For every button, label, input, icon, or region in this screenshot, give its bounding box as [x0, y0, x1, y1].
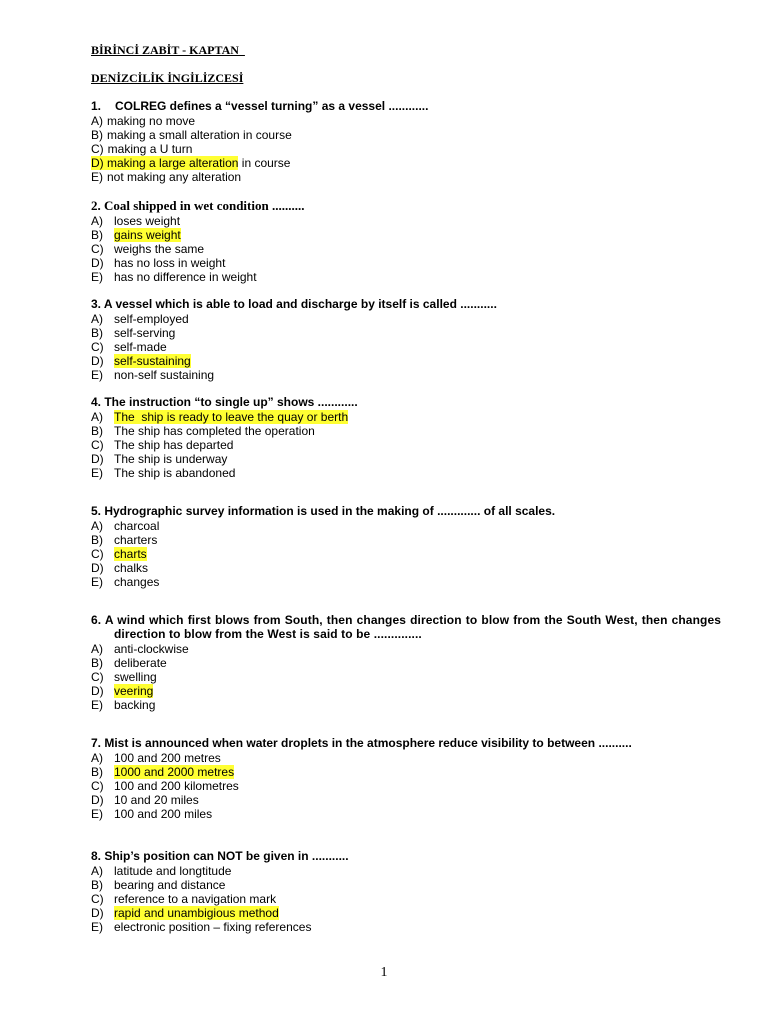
option-1a: A) making no move: [91, 114, 196, 128]
option-3a: A) self-employed: [91, 312, 189, 326]
option-2a: A) loses weight: [91, 214, 181, 228]
option-7e: E) 100 and 200 miles: [91, 807, 213, 821]
option-8d: D) rapid and unambigious method: [91, 906, 279, 920]
question-2-text: 2. Coal shipped in wet condition ..........: [91, 198, 305, 213]
option-6c: C) swelling: [91, 670, 157, 684]
option-5e: E) changes: [91, 575, 160, 589]
option-4a: A) The ship is ready to leave the quay or berth: [91, 410, 349, 424]
document-title: BİRİNCİ ZABİT - KAPTAN: [91, 43, 245, 57]
question-7-text: 7. Mist is announced when water droplets in the atmosphere reduce visibility to between ..........: [91, 736, 632, 750]
answer-highlight-7: 1000 and 2000 metres: [114, 765, 235, 779]
question-8-text: 8. Ship’s position can NOT be given in ...........: [91, 849, 349, 863]
option-3b: B) self-serving: [91, 326, 176, 340]
answer-highlight-3: self-sustaining: [114, 354, 191, 368]
option-4b: B) The ship has completed the operation: [91, 424, 315, 438]
option-5a: A) charcoal: [91, 519, 160, 533]
question-3: [91, 297, 721, 382]
option-5c: C) charts: [91, 547, 147, 561]
option-7d: D) 10 and 20 miles: [91, 793, 199, 807]
option-7c: C) 100 and 200 kilometres: [91, 779, 239, 793]
option-7b: B) 1000 and 2000 metres: [91, 765, 235, 779]
option-4c: C) The ship has departed: [91, 438, 234, 452]
option-6b: B) deliberate: [91, 656, 167, 670]
question-2: [91, 198, 721, 284]
question-6-text: 6. A wind which first blows from South, then changes direction to blow from the South West, then changes direction to blow from the West is said to be ..............: [91, 613, 721, 641]
question-4: [91, 395, 721, 480]
option-1d: D) making a large alteration in course: [91, 156, 291, 170]
answer-highlight-4: The ship is ready to leave the quay or berth: [114, 410, 349, 424]
question-1-text: [91, 99, 721, 113]
question-6: [91, 613, 721, 712]
question-1-number: 1.: [91, 99, 102, 113]
option-4e: E) The ship is abandoned: [91, 466, 236, 480]
option-3c: C) self-made: [91, 340, 167, 354]
question-5: [91, 504, 721, 589]
option-3d: D) self-sustaining: [91, 354, 191, 368]
option-2b: B) gains weight: [91, 228, 181, 242]
option-1b: B) making a small alteration in course: [91, 128, 292, 142]
question-3-text: 3. A vessel which is able to load and discharge by itself is called ...........: [91, 297, 497, 311]
question-1: [91, 99, 721, 184]
option-2c: C) weighs the same: [91, 242, 205, 256]
answer-highlight-2: gains weight: [114, 228, 181, 242]
question-1-prompt: COLREG defines a “vessel turning” as a vessel ............: [115, 99, 429, 113]
option-8b: B) bearing and distance: [91, 878, 226, 892]
option-8a: A) latitude and longtitude: [91, 864, 232, 878]
option-6e: E) backing: [91, 698, 156, 712]
option-6a: A) anti-clockwise: [91, 642, 189, 656]
answer-highlight-8: rapid and unambigious method: [114, 906, 279, 920]
option-5b: B) charters: [91, 533, 158, 547]
option-1c: C) making a U turn: [91, 142, 193, 156]
option-1e: E) not making any alteration: [91, 170, 242, 184]
option-7a: A) 100 and 200 metres: [91, 751, 221, 765]
question-7: [91, 736, 721, 821]
answer-highlight-5: charts: [114, 547, 147, 561]
question-8: [91, 849, 721, 934]
option-8e: E) electronic position – fixing references: [91, 920, 312, 934]
answer-highlight-6: veering: [114, 684, 154, 698]
page-number: 1: [380, 965, 388, 980]
question-5-text: 5. Hydrographic survey information is used in the making of ............. of all scales.: [91, 504, 556, 518]
question-4-text: 4. The instruction “to single up” shows ............: [91, 395, 358, 409]
document-subtitle: DENİZCİLİK İNGİLİZCESİ: [91, 71, 244, 85]
option-5d: D) chalks: [91, 561, 149, 575]
option-2d: D) has no loss in weight: [91, 256, 226, 270]
option-2e: E) has no difference in weight: [91, 270, 257, 284]
option-6d: D) veering: [91, 684, 154, 698]
option-3e: E) non-self sustaining: [91, 368, 215, 382]
answer-highlight-1: making a large alteration: [107, 156, 239, 170]
option-4d: D) The ship is underway: [91, 452, 228, 466]
option-8c: C) reference to a navigation mark: [91, 892, 277, 906]
